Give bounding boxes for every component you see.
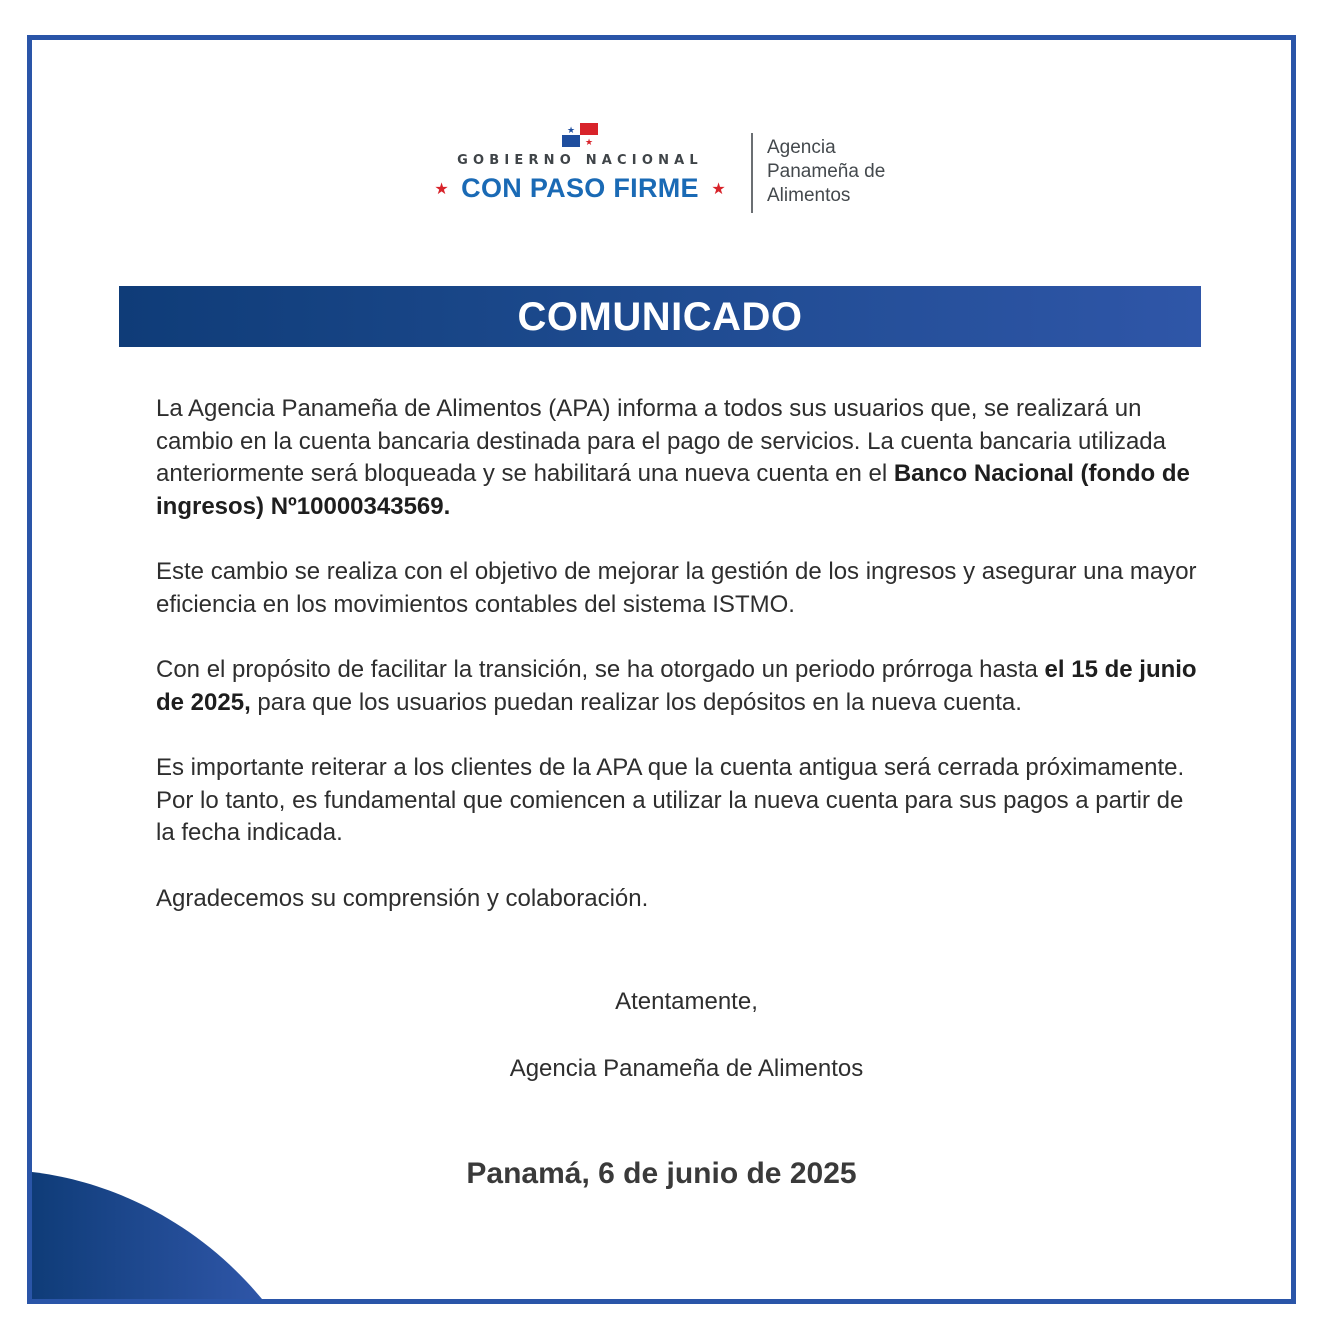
deadline-date: el 15 de junio de 2025, <box>156 656 1197 716</box>
page-title: COMUNICADO <box>517 295 803 339</box>
paragraph-text: Con el propósito de facilitar la transición, se ha otorgado un periodo prórroga hasta <box>156 656 1038 683</box>
government-line: GOBIERNO NACIONAL <box>457 153 703 168</box>
paragraph-text: La Agencia Panameña de Alimentos (APA) informa a todos sus usuarios que, se realizará un cambio en la cuenta bancaria destinada para el pago de servicios. La cuenta bancaria utilizada anteriormente será bloqueada y se habilitará una nueva cuenta en el <box>156 395 1166 487</box>
agency-name-line: Panameña de <box>767 161 886 182</box>
bank-account-number: Banco Nacional (fondo de ingresos) Nº10000343569. <box>156 460 1190 520</box>
closing-salutation: Atentamente, <box>615 988 758 1015</box>
paragraph-account-change <box>156 393 1206 523</box>
document-frame <box>27 35 1296 1304</box>
star-icon: ★ <box>711 180 726 198</box>
communique-body <box>156 393 1206 915</box>
signature: Agencia Panameña de Alimentos <box>509 1055 864 1082</box>
star-icon: ★ <box>434 180 449 198</box>
agency-name-line: Agencia <box>767 137 836 158</box>
paragraph-objective: Este cambio se realiza con el objetivo de mejorar la gestión de los ingresos y asegurar una mayor eficiencia en los movimientos contables del sistema ISTMO. <box>156 558 1197 618</box>
government-logo <box>425 118 905 218</box>
paragraph-thanks: Agradecemos su comprensión y colaboración. <box>156 884 649 912</box>
logo-divider <box>751 133 753 213</box>
slogan <box>425 173 735 209</box>
paragraph-reminder: Es importante reiterar a los clientes de la APA que la cuenta antigua será cerrada próximamente. Por lo tanto, es fundamental que comiencen a utilizar la nueva cuenta para sus pagos a partir de la fecha indicada. <box>156 754 1185 846</box>
agency-name <box>767 136 917 208</box>
paragraph-extension <box>156 654 1206 719</box>
svg-text:★: ★ <box>566 126 576 136</box>
panama-flag-icon <box>562 123 598 147</box>
agency-name-line: Alimentos <box>767 185 851 206</box>
slogan-text: CON PASO FIRME <box>461 173 699 203</box>
paragraph-text: para que los usuarios puedan realizar los depósitos en la nueva cuenta. <box>257 688 1022 716</box>
title-banner <box>119 286 1201 347</box>
issue-date: Panamá, 6 de junio de 2025 <box>466 1157 857 1190</box>
svg-text:★: ★ <box>584 138 594 147</box>
